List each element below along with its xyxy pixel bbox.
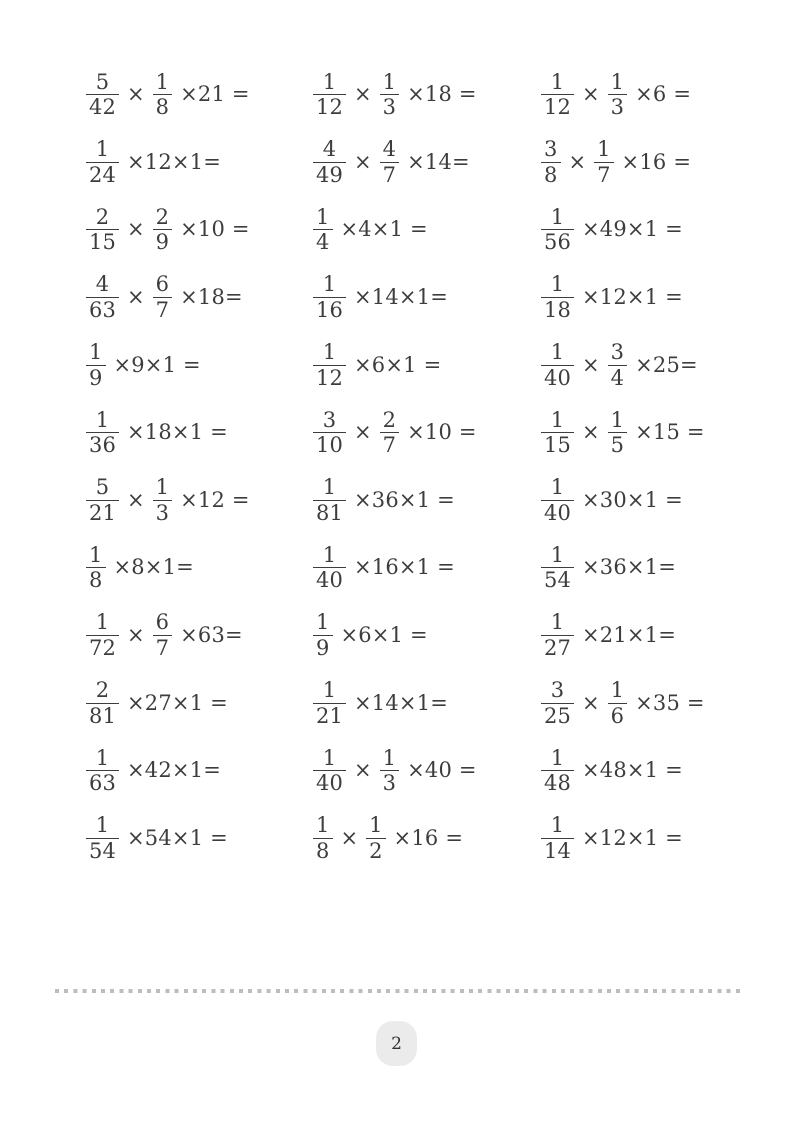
fraction [541, 544, 574, 592]
fraction [541, 747, 574, 795]
fraction-denominator: 72 [89, 636, 117, 661]
problem-r7-c3: $\frac{1}{40}$ ×30×1 = [540, 467, 753, 535]
fraction [541, 341, 574, 389]
fraction [541, 409, 574, 457]
problem-r8-c3: $\frac{1}{54}$ ×36×1= [540, 534, 753, 602]
fraction-denominator: 4 [610, 365, 625, 390]
fraction [86, 206, 119, 254]
fraction-numerator: 1 [313, 679, 346, 704]
fraction-numerator: 1 [313, 341, 346, 366]
problem-r1-c1: $\frac{5}{42}$ × $\frac{1}{8}$ ×21 = [85, 61, 312, 129]
fraction-numerator: 4 [86, 273, 119, 298]
fraction [541, 476, 574, 524]
fraction-denominator: 40 [544, 500, 572, 525]
fraction [380, 747, 400, 795]
fraction-numerator: 2 [153, 206, 173, 231]
fraction-denominator: 12 [316, 95, 344, 120]
problem-r4-c2: $\frac{1}{16}$ ×14×1= [312, 264, 540, 332]
fraction-numerator: 1 [86, 611, 119, 636]
fraction-numerator: 1 [541, 206, 574, 231]
fraction [153, 273, 173, 321]
fraction-denominator: 63 [89, 771, 117, 796]
problem-r6-c3: $\frac{1}{15}$ × $\frac{1}{5}$ ×15 = [540, 399, 753, 467]
fraction [380, 138, 400, 186]
fraction-numerator: 1 [541, 341, 574, 366]
fraction-denominator: 5 [610, 433, 625, 458]
problem-r1-c3: $\frac{1}{12}$ × $\frac{1}{3}$ ×6 = [540, 61, 753, 129]
fraction-numerator: 1 [313, 273, 346, 298]
problem-r1-c2: $\frac{1}{12}$ × $\frac{1}{3}$ ×18 = [312, 61, 540, 129]
fraction-numerator: 3 [541, 679, 574, 704]
problem-r6-c1: $\frac{1}{36}$ ×18×1 = [85, 399, 312, 467]
problem-r10-c2: $\frac{1}{21}$ ×14×1= [312, 669, 540, 737]
problem-r8-c1: $\frac{1}{8}$ ×8×1= [85, 534, 312, 602]
fraction-denominator: 24 [89, 162, 117, 187]
fraction-numerator: 6 [153, 611, 173, 636]
problem-r2-c2: $\frac{4}{49}$ × $\frac{4}{7}$ ×14= [312, 129, 540, 197]
fraction [608, 409, 628, 457]
fraction [86, 679, 119, 727]
problem-r4-c3: $\frac{1}{18}$ ×12×1 = [540, 264, 753, 332]
problem-r9-c2: $\frac{1}{9}$ ×6×1 = [312, 602, 540, 670]
fraction-numerator: 3 [541, 138, 561, 163]
problem-r8-c2: $\frac{1}{40}$ ×16×1 = [312, 534, 540, 602]
fraction-denominator: 2 [369, 838, 383, 863]
fraction [313, 814, 333, 862]
fraction-denominator: 16 [316, 298, 344, 323]
fraction-numerator: 1 [313, 747, 346, 772]
fraction [86, 814, 119, 862]
fraction [86, 544, 106, 592]
fraction-denominator: 10 [316, 433, 344, 458]
fraction-numerator: 5 [86, 71, 119, 96]
fraction [313, 747, 346, 795]
fraction [153, 71, 173, 119]
fraction-numerator: 1 [541, 409, 574, 434]
fraction-numerator: 1 [86, 747, 119, 772]
fraction-numerator: 1 [153, 71, 173, 96]
page-number: 2 [391, 1033, 402, 1054]
fraction-numerator: 1 [313, 814, 333, 839]
problem-r3-c1: $\frac{2}{15}$ × $\frac{2}{9}$ ×10 = [85, 196, 312, 264]
fraction-denominator: 15 [544, 433, 572, 458]
fraction [313, 273, 346, 321]
fraction-denominator: 54 [544, 568, 572, 593]
fraction [86, 341, 106, 389]
fraction-numerator: 1 [541, 611, 574, 636]
fraction-denominator: 3 [155, 500, 170, 525]
fraction-denominator: 12 [316, 365, 344, 390]
fraction-denominator: 3 [382, 771, 397, 796]
fraction [541, 679, 574, 727]
fraction-denominator: 25 [544, 703, 572, 728]
fraction [86, 273, 119, 321]
fraction-numerator: 1 [86, 409, 119, 434]
fraction [86, 71, 119, 119]
fraction-denominator: 9 [155, 230, 170, 255]
fraction-numerator: 1 [366, 814, 386, 839]
problem-r11-c3: $\frac{1}{48}$ ×48×1 = [540, 737, 753, 805]
fraction [86, 476, 119, 524]
fraction [313, 476, 346, 524]
fraction [153, 206, 173, 254]
problem-grid [85, 61, 753, 872]
fraction-numerator: 1 [313, 544, 346, 569]
fraction-numerator: 1 [380, 747, 400, 772]
problem-r5-c2: $\frac{1}{12}$ ×6×1 = [312, 331, 540, 399]
fraction [313, 611, 333, 659]
fraction-denominator: 14 [544, 838, 572, 863]
fraction-numerator: 1 [541, 476, 574, 501]
fraction [541, 273, 574, 321]
fraction [313, 544, 346, 592]
fraction-denominator: 7 [382, 433, 397, 458]
fraction-numerator: 1 [86, 341, 106, 366]
dotted-divider [55, 989, 745, 993]
problem-r6-c2: $\frac{3}{10}$ × $\frac{2}{7}$ ×10 = [312, 399, 540, 467]
problem-r12-c1: $\frac{1}{54}$ ×54×1 = [85, 805, 312, 873]
fraction-numerator: 1 [380, 71, 400, 96]
fraction-denominator: 7 [382, 162, 397, 187]
fraction [541, 611, 574, 659]
fraction-numerator: 1 [608, 409, 628, 434]
fraction [541, 206, 574, 254]
fraction-denominator: 81 [89, 703, 117, 728]
fraction-numerator: 1 [313, 71, 346, 96]
fraction-denominator: 27 [544, 636, 572, 661]
fraction-denominator: 7 [597, 162, 611, 187]
fraction [541, 138, 561, 186]
fraction-denominator: 21 [89, 500, 117, 525]
fraction-numerator: 3 [608, 341, 628, 366]
fraction [86, 409, 119, 457]
fraction-denominator: 15 [89, 230, 117, 255]
fraction-denominator: 8 [316, 838, 330, 863]
fraction [313, 138, 346, 186]
fraction-numerator: 2 [380, 409, 400, 434]
fraction-denominator: 36 [89, 433, 117, 458]
fraction-numerator: 3 [313, 409, 346, 434]
fraction-denominator: 3 [610, 95, 625, 120]
fraction [541, 814, 574, 862]
problem-r12-c3: $\frac{1}{14}$ ×12×1 = [540, 805, 753, 873]
problem-r5-c3: $\frac{1}{40}$ × $\frac{3}{4}$ ×25= [540, 331, 753, 399]
problem-r5-c1: $\frac{1}{9}$ ×9×1 = [85, 331, 312, 399]
fraction [153, 476, 173, 524]
fraction-denominator: 9 [316, 636, 330, 661]
fraction-numerator: 1 [153, 476, 173, 501]
problem-r7-c2: $\frac{1}{81}$ ×36×1 = [312, 467, 540, 535]
problem-r11-c1: $\frac{1}{63}$ ×42×1= [85, 737, 312, 805]
fraction-numerator: 2 [86, 679, 119, 704]
fraction [608, 679, 628, 727]
fraction-numerator: 1 [608, 679, 628, 704]
fraction-numerator: 1 [86, 138, 119, 163]
fraction-denominator: 7 [155, 636, 170, 661]
fraction-denominator: 12 [544, 95, 572, 120]
fraction-denominator: 4 [316, 230, 330, 255]
problem-r4-c1: $\frac{4}{63}$ × $\frac{6}{7}$ ×18= [85, 264, 312, 332]
fraction-numerator: 1 [541, 544, 574, 569]
fraction-denominator: 49 [316, 162, 344, 187]
fraction [313, 409, 346, 457]
fraction-numerator: 1 [313, 206, 333, 231]
fraction [153, 611, 173, 659]
fraction-denominator: 18 [544, 298, 572, 323]
fraction [313, 679, 346, 727]
fraction [594, 138, 614, 186]
fraction-denominator: 8 [89, 568, 103, 593]
problem-r2-c3: $\frac{3}{8}$ × $\frac{1}{7}$ ×16 = [540, 129, 753, 197]
fraction-numerator: 1 [594, 138, 614, 163]
fraction-numerator: 4 [380, 138, 400, 163]
fraction-numerator: 1 [313, 611, 333, 636]
fraction-denominator: 56 [544, 230, 572, 255]
fraction-denominator: 8 [544, 162, 558, 187]
fraction [313, 206, 333, 254]
fraction [86, 747, 119, 795]
fraction-numerator: 6 [153, 273, 173, 298]
fraction-denominator: 6 [610, 703, 625, 728]
fraction-denominator: 40 [544, 365, 572, 390]
fraction-numerator: 5 [86, 476, 119, 501]
fraction-numerator: 4 [313, 138, 346, 163]
problem-r10-c3: $\frac{3}{25}$ × $\frac{1}{6}$ ×35 = [540, 669, 753, 737]
page-number-badge [376, 1021, 417, 1066]
fraction [86, 611, 119, 659]
fraction-numerator: 1 [541, 71, 574, 96]
fraction [313, 341, 346, 389]
fraction-denominator: 40 [316, 771, 344, 796]
fraction-numerator: 2 [86, 206, 119, 231]
fraction-numerator: 1 [541, 814, 574, 839]
fraction-denominator: 54 [89, 838, 117, 863]
fraction-denominator: 3 [382, 95, 397, 120]
fraction-numerator: 1 [608, 71, 628, 96]
problem-r3-c2: $\frac{1}{4}$ ×4×1 = [312, 196, 540, 264]
problem-r11-c2: $\frac{1}{40}$ × $\frac{1}{3}$ ×40 = [312, 737, 540, 805]
fraction [380, 71, 400, 119]
problem-r2-c1: $\frac{1}{24}$ ×12×1= [85, 129, 312, 197]
fraction [380, 409, 400, 457]
fraction-numerator: 1 [541, 747, 574, 772]
fraction-denominator: 42 [89, 95, 117, 120]
fraction-numerator: 1 [86, 814, 119, 839]
fraction [313, 71, 346, 119]
fraction-denominator: 40 [316, 568, 344, 593]
problem-r9-c3: $\frac{1}{27}$ ×21×1= [540, 602, 753, 670]
fraction-denominator: 9 [89, 365, 103, 390]
fraction-numerator: 1 [541, 273, 574, 298]
problem-r12-c2: $\frac{1}{8}$ × $\frac{1}{2}$ ×16 = [312, 805, 540, 873]
fraction-denominator: 8 [155, 95, 170, 120]
fraction-numerator: 1 [86, 544, 106, 569]
fraction-denominator: 7 [155, 298, 170, 323]
fraction-denominator: 21 [316, 703, 344, 728]
problem-r10-c1: $\frac{2}{81}$ ×27×1 = [85, 669, 312, 737]
fraction [608, 71, 628, 119]
problem-r3-c3: $\frac{1}{56}$ ×49×1 = [540, 196, 753, 264]
problem-r9-c1: $\frac{1}{72}$ × $\frac{6}{7}$ ×63= [85, 602, 312, 670]
problem-r7-c1: $\frac{5}{21}$ × $\frac{1}{3}$ ×12 = [85, 467, 312, 535]
fraction [366, 814, 386, 862]
fraction [86, 138, 119, 186]
fraction-denominator: 48 [544, 771, 572, 796]
fraction-denominator: 63 [89, 298, 117, 323]
fraction-denominator: 81 [316, 500, 344, 525]
fraction [608, 341, 628, 389]
fraction [541, 71, 574, 119]
fraction-numerator: 1 [313, 476, 346, 501]
